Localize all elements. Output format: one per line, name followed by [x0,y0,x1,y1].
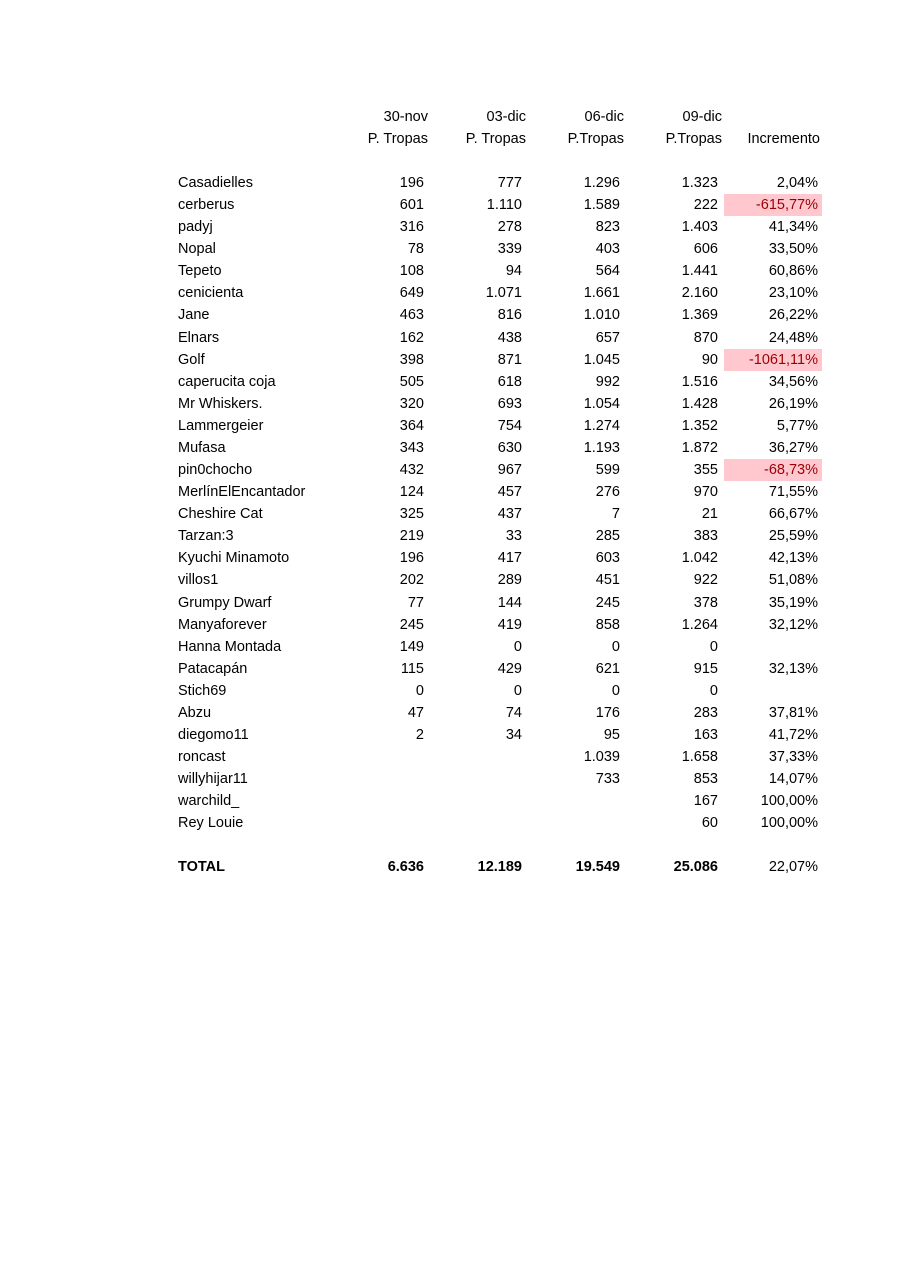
player-name: cerberus [178,197,235,214]
player-name: Manyaforever [178,616,267,633]
troop-value [442,790,522,812]
player-name: Tepeto [178,263,222,280]
troop-value: 325 [399,506,424,523]
troop-value: 176 [595,704,620,721]
player-name: Grumpy Dwarf [178,594,272,611]
troop-value: 403 [595,241,620,258]
troop-value [344,768,424,790]
troop-value: 1.193 [583,439,620,456]
troop-value: 451 [595,572,620,589]
troop-value: 618 [497,373,522,390]
troop-value: 0 [709,638,718,655]
troop-value: 0 [611,638,620,655]
troop-value: 0 [513,638,522,655]
increment-value: 2,04% [776,175,818,191]
troop-value: 601 [399,197,424,214]
troop-value: 967 [497,462,522,479]
table-row [0,393,906,415]
table-row [0,525,906,547]
troop-value: 505 [399,373,424,390]
troop-value: 316 [399,219,424,236]
troop-value: 364 [399,417,424,434]
player-name: Tarzan:3 [178,528,234,545]
troop-value: 283 [693,704,718,721]
table-row [0,636,906,658]
troop-value: 74 [505,704,522,721]
table-row [0,768,906,790]
increment-value [724,680,822,702]
header-date-row [0,106,906,128]
troop-value: 378 [693,594,718,611]
header-increment: Incremento [747,131,820,147]
troop-value: 144 [497,594,522,611]
troop-value: 219 [399,528,424,545]
troop-value [442,768,522,790]
troop-value: 0 [611,682,620,699]
troop-value [344,790,424,812]
player-name: Casadielles [178,175,253,191]
increment-value: 23,10% [768,285,818,302]
player-name: padyj [178,219,213,236]
troop-value: 278 [497,219,522,236]
troop-value: 564 [595,263,620,280]
troop-value: 162 [399,329,424,346]
increment-value: -68,73% [724,459,822,481]
player-name: Rey Louie [178,815,244,832]
troop-value: 871 [497,351,522,368]
player-name: Hanna Montada [178,638,282,655]
troop-value: 167 [693,793,718,810]
troop-value [540,812,620,834]
player-name: Golf [178,351,205,368]
total-value: 12.189 [477,859,522,875]
total-row [0,856,906,878]
troop-value: 599 [595,462,620,479]
total-label: TOTAL [178,859,225,875]
increment-value: 25,59% [768,528,818,545]
increment-value: 51,08% [768,572,818,589]
increment-value: 100,00% [760,793,818,810]
player-name: Nopal [178,241,216,258]
table-row [0,415,906,437]
troop-value: 606 [693,241,718,258]
table-row [0,680,906,702]
troop-value: 163 [693,727,718,743]
table-row [0,459,906,481]
troop-value: 438 [497,329,522,346]
troop-value: 0 [513,682,522,699]
troop-value: 1.296 [583,175,620,191]
player-name: roncast [178,749,226,766]
player-name: pin0chocho [178,462,253,479]
player-name: MerlínElEncantador [178,484,306,501]
player-name: willyhijar11 [178,771,248,788]
troop-value: 1.010 [583,307,620,324]
troop-value: 1.661 [583,285,620,302]
troop-value: 1.042 [681,550,718,567]
increment-value: 100,00% [760,815,818,832]
troop-value: 419 [497,616,522,633]
table-row [0,658,906,680]
increment-value: 36,27% [768,439,818,456]
troop-value: 383 [693,528,718,545]
troop-value: 1.872 [681,439,718,456]
troop-value: 95 [603,727,620,743]
troop-value [344,812,424,834]
troop-value: 417 [497,550,522,567]
troop-value: 1.264 [681,616,718,633]
total-value: 6.636 [387,859,424,875]
player-name: Cheshire Cat [178,506,263,523]
table-row [0,592,906,614]
increment-value: 24,48% [768,329,818,346]
increment-value: 42,13% [768,550,818,567]
troop-value: 853 [693,771,718,788]
troop-value: 1.274 [583,417,620,434]
table-row [0,614,906,636]
increment-value: 34,56% [768,373,818,390]
troop-value: 437 [497,506,522,523]
troop-value: 285 [595,528,620,545]
header-date: 06-dic [584,109,624,125]
troop-value: 1.039 [583,749,620,766]
player-name: Stich69 [178,682,227,699]
troop-value: 94 [505,263,522,280]
table-row [0,304,906,326]
troop-value: 355 [693,462,718,479]
table-row [0,282,906,304]
troop-value: 33 [505,528,522,545]
troop-value: 34 [505,727,522,743]
troop-value: 870 [693,329,718,346]
troop-value: 777 [497,175,522,191]
troop-value: 108 [399,263,424,280]
increment-value: 41,72% [768,727,818,743]
header-sub: P.Tropas [567,131,624,147]
increment-value: 26,19% [768,395,818,412]
troop-value: 649 [399,285,424,302]
troop-value [442,812,522,834]
total-increment: 22,07% [768,859,818,875]
troop-value: 621 [595,660,620,677]
troop-value: 245 [595,594,620,611]
player-name: cenicienta [178,285,244,302]
increment-value: 32,12% [768,616,818,633]
troop-value: 1.428 [681,395,718,412]
header-date: 09-dic [682,109,722,125]
increment-value [724,636,822,658]
troop-value: 1.516 [681,373,718,390]
troop-value: 1.054 [583,395,620,412]
table-row [0,547,906,569]
troop-value: 429 [497,660,522,677]
troop-value [442,746,522,768]
troop-value: 222 [693,197,718,214]
troop-value: 823 [595,219,620,236]
increment-value: 41,34% [768,219,818,236]
troop-value: 343 [399,439,424,456]
troop-value: 60 [701,815,718,832]
troop-value: 922 [693,572,718,589]
header-date: 30-nov [383,109,428,125]
troop-value: 1.589 [583,197,620,214]
table-row [0,260,906,282]
troop-value: 693 [497,395,522,412]
table-row [0,812,906,834]
increment-value: 32,13% [768,660,818,677]
increment-value: 5,77% [776,417,818,434]
table-row [0,702,906,724]
table-row [0,194,906,216]
player-name: Mufasa [178,439,226,456]
player-name: Mr Whiskers. [178,395,263,412]
troop-value: 21 [701,506,718,523]
troop-value: 0 [415,682,424,699]
troop-value: 196 [399,550,424,567]
troop-value: 463 [399,307,424,324]
table-row [0,790,906,812]
troop-value: 90 [701,351,718,368]
troop-value: 630 [497,439,522,456]
table-row [0,238,906,260]
player-name: warchild_ [178,793,240,810]
player-name: diegomo11 [178,727,249,743]
troop-value: 339 [497,241,522,258]
troop-value: 124 [399,484,424,501]
header-sub-row [0,128,906,150]
troop-value: 1.369 [681,307,718,324]
troop-value: 970 [693,484,718,501]
troop-value: 196 [399,175,424,191]
troop-value: 115 [400,660,424,677]
player-name: Patacapán [178,660,248,677]
troop-value: 47 [407,704,424,721]
troop-value: 2.160 [681,285,718,302]
increment-value: -1061,11% [724,349,822,371]
table-row [0,724,906,746]
troop-value: 1.403 [681,219,718,236]
player-name: Jane [178,307,210,324]
player-name: caperucita coja [178,373,276,390]
troop-value: 1.110 [486,197,522,214]
increment-value: 35,19% [768,594,818,611]
troop-value: 78 [407,241,424,258]
troop-value: 733 [595,771,620,788]
troop-value: 858 [595,616,620,633]
increment-value: 60,86% [768,263,818,280]
header-sub: P. Tropas [465,131,526,147]
troop-value: 398 [399,351,424,368]
troop-value: 7 [611,506,620,523]
increment-value: 71,55% [768,484,818,501]
troop-value: 149 [399,638,424,655]
player-name: Elnars [178,329,220,346]
player-name: Abzu [178,704,212,721]
troop-value: 915 [693,660,718,677]
header-date: 03-dic [486,109,526,125]
table-row [0,746,906,768]
header-sub: P. Tropas [367,131,428,147]
increment-value: 33,50% [768,241,818,258]
troop-value: 2 [415,727,424,743]
troop-value: 657 [595,329,620,346]
increment-value: 26,22% [768,307,818,324]
increment-value: 37,81% [768,704,818,721]
troop-value: 754 [497,417,522,434]
table-row [0,172,906,194]
troop-value: 603 [595,550,620,567]
troop-value: 992 [595,373,620,390]
troop-value: 816 [497,307,522,324]
increment-value: 66,67% [768,506,818,523]
troop-value: 457 [497,484,522,501]
increment-value: 14,07% [768,771,818,788]
table-row [0,349,906,371]
troop-value: 1.071 [485,285,522,302]
total-value: 19.549 [575,859,620,875]
troop-value: 77 [407,594,424,611]
table-row [0,503,906,525]
troop-value [540,790,620,812]
troop-value: 202 [399,572,424,589]
troop-value: 320 [399,395,424,412]
troop-value: 1.441 [681,263,718,280]
troop-value: 0 [709,682,718,699]
troop-value: 245 [399,616,424,633]
troop-value [344,746,424,768]
troop-value: 289 [497,572,522,589]
table-row [0,216,906,238]
troop-value: 1.352 [681,417,718,434]
header-sub: P.Tropas [665,131,722,147]
increment-value: -615,77% [724,194,822,216]
player-name: Lammergeier [178,417,264,434]
table-row [0,481,906,503]
troop-value: 1.658 [681,749,718,766]
troop-value: 1.045 [583,351,620,368]
troop-value: 276 [595,484,620,501]
troop-value: 432 [399,462,424,479]
increment-value: 37,33% [768,749,818,766]
player-name: Kyuchi Minamoto [178,550,290,567]
table-row [0,327,906,349]
total-value: 25.086 [673,859,718,875]
table-row [0,437,906,459]
table-row [0,371,906,393]
troop-value: 1.323 [681,175,718,191]
table-row [0,569,906,591]
player-name: villos1 [178,572,219,589]
